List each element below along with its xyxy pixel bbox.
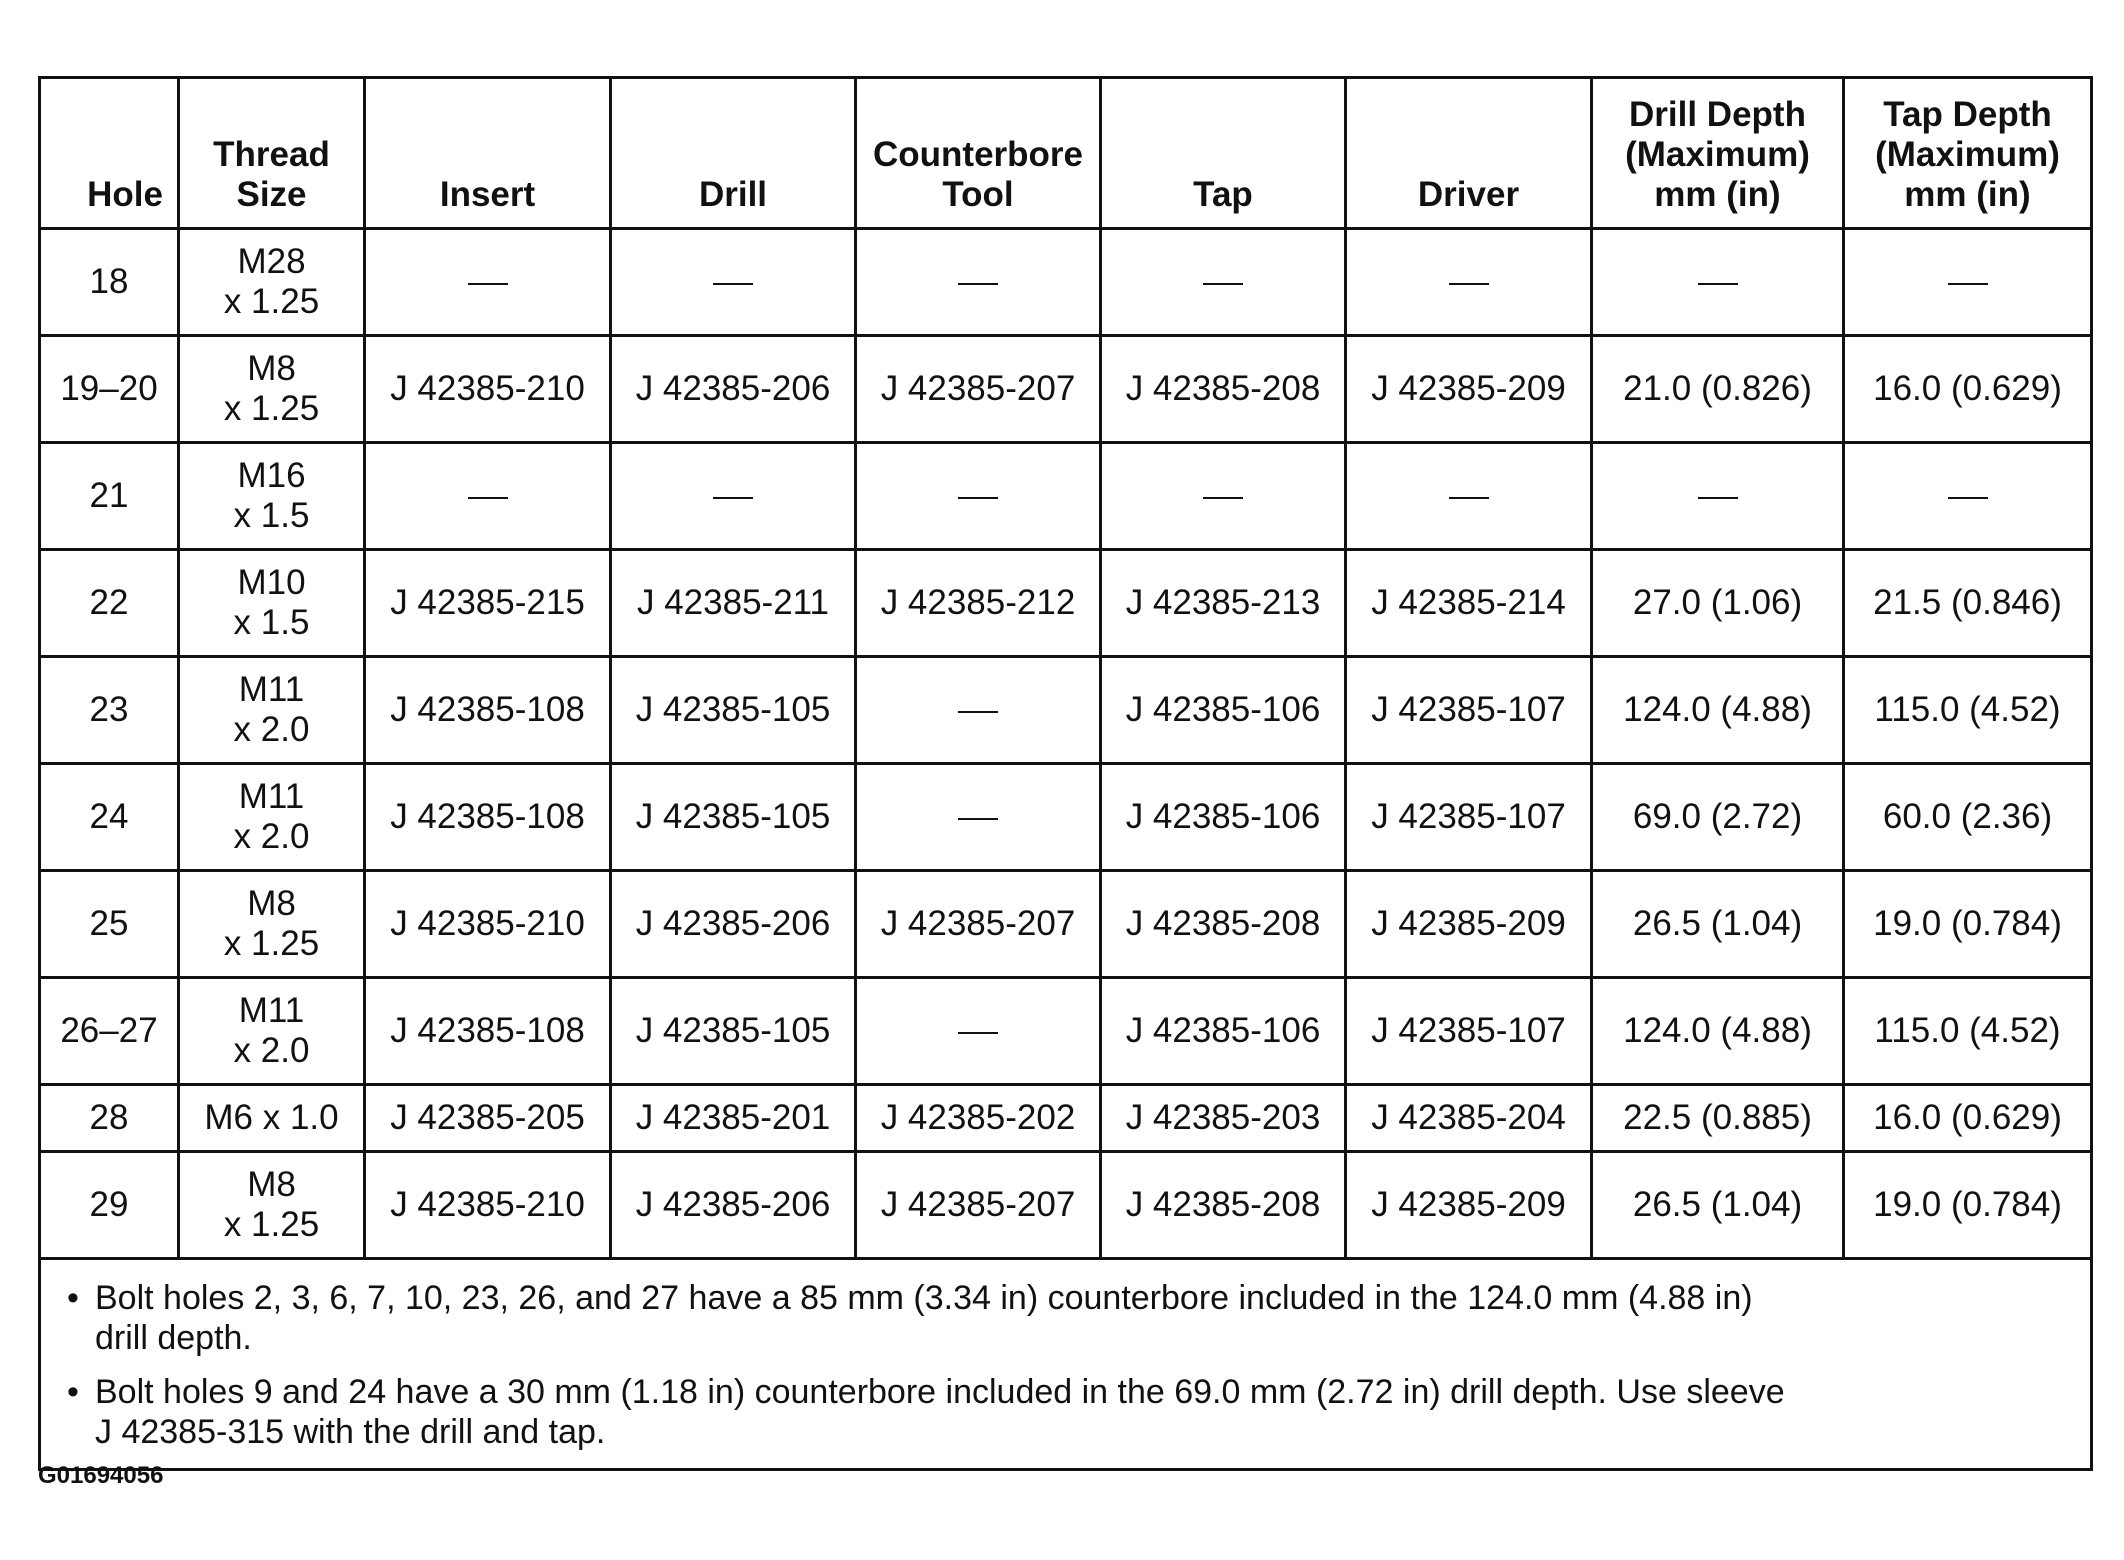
cell-thread: [179, 871, 365, 978]
cell-drill-depth: 124.0 (4.88): [1592, 978, 1844, 1085]
text-line: M10: [237, 563, 306, 602]
cell-insert: J 42385-210: [365, 871, 611, 978]
text-line: Counterbore: [873, 135, 1083, 174]
notes-cell: [40, 1259, 2092, 1470]
text-line: Hole: [87, 175, 163, 214]
empty-dash: [1449, 497, 1489, 499]
text-line: x 2.0: [233, 710, 310, 749]
cell-drill-depth: 26.5 (1.04): [1592, 871, 1844, 978]
cell-drill-depth: 124.0 (4.88): [1592, 657, 1844, 764]
cell-driver: J 42385-209: [1346, 1152, 1592, 1259]
text-line: x 1.25: [223, 389, 320, 428]
text-line: M11: [238, 991, 305, 1030]
cell-counterbore: [856, 978, 1101, 1085]
cell-tap-depth: 115.0 (4.52): [1844, 657, 2092, 764]
cell-tap: J 42385-213: [1101, 550, 1346, 657]
cell-tap-depth: 16.0 (0.629): [1844, 1085, 2092, 1152]
text-line: x 1.25: [223, 924, 320, 963]
text-line: M8: [247, 349, 296, 388]
cell-counterbore: [856, 229, 1101, 336]
text-line: M8: [247, 1165, 296, 1204]
cell-driver: J 42385-209: [1346, 336, 1592, 443]
note-item: [67, 1278, 2070, 1358]
text-line: Driver: [1417, 175, 1520, 214]
cell-drill-depth: 22.5 (0.885): [1592, 1085, 1844, 1152]
figure-id: G01694056: [38, 1462, 164, 1489]
cell-thread: [179, 550, 365, 657]
empty-dash: [1449, 283, 1489, 285]
cell-hole: 29: [40, 1152, 179, 1259]
cell-insert: J 42385-108: [365, 764, 611, 871]
cell-insert: J 42385-210: [365, 1152, 611, 1259]
table-row: [40, 871, 2092, 978]
text-line: M6 x 1.0: [204, 1098, 339, 1137]
bullet-icon: •: [67, 1373, 79, 1411]
text-line: x 2.0: [233, 1031, 310, 1070]
table-row: [40, 764, 2092, 871]
cell-drill: J 42385-105: [611, 978, 856, 1085]
cell-driver: J 42385-214: [1346, 550, 1592, 657]
cell-drill-depth: 21.0 (0.826): [1592, 336, 1844, 443]
cell-thread: [179, 764, 365, 871]
text-line: Drill Depth: [1629, 95, 1806, 134]
cell-drill-depth: 26.5 (1.04): [1592, 1152, 1844, 1259]
cell-tap-depth: 19.0 (0.784): [1844, 871, 2092, 978]
column-header-tap: [1101, 78, 1346, 229]
cell-insert: J 42385-215: [365, 550, 611, 657]
empty-dash: [958, 1032, 998, 1034]
cell-thread: [179, 1085, 365, 1152]
column-header-thread-size: [179, 78, 365, 229]
cell-counterbore: J 42385-207: [856, 871, 1101, 978]
cell-driver: J 42385-204: [1346, 1085, 1592, 1152]
empty-dash: [1698, 497, 1738, 499]
cell-drill-depth: [1592, 229, 1844, 336]
cell-counterbore: J 42385-202: [856, 1085, 1101, 1152]
column-header-drill: [611, 78, 856, 229]
cell-tap: J 42385-208: [1101, 1152, 1346, 1259]
cell-hole: 28: [40, 1085, 179, 1152]
cell-thread: [179, 336, 365, 443]
cell-insert: J 42385-108: [365, 657, 611, 764]
text-line: (Maximum): [1625, 135, 1810, 174]
cell-drill: [611, 229, 856, 336]
cell-counterbore: J 42385-207: [856, 1152, 1101, 1259]
empty-dash: [1698, 283, 1738, 285]
empty-dash: [1203, 283, 1243, 285]
column-header-tap-depth: [1844, 78, 2092, 229]
cell-counterbore: J 42385-212: [856, 550, 1101, 657]
text-line: M11: [238, 670, 305, 709]
text-line: Size: [236, 175, 307, 214]
cell-thread: [179, 657, 365, 764]
cell-counterbore: [856, 657, 1101, 764]
column-header-driver: [1346, 78, 1592, 229]
text-line: Bolt holes 9 and 24 have a 30 mm (1.18 in) counterbore included in the 69.0 mm (2.72 in) drill depth. Use sleeve: [95, 1373, 1785, 1411]
cell-tap-depth: [1844, 229, 2092, 336]
text-line: mm (in): [1654, 175, 1781, 214]
text-line: Tap Depth: [1883, 95, 2052, 134]
notes-row: [40, 1259, 2092, 1470]
cell-hole: 25: [40, 871, 179, 978]
cell-hole: 19–20: [40, 336, 179, 443]
table-row: [40, 657, 2092, 764]
cell-thread: [179, 978, 365, 1085]
table-row: [40, 1085, 2092, 1152]
cell-tap-depth: 16.0 (0.629): [1844, 336, 2092, 443]
cell-tap-depth: 19.0 (0.784): [1844, 1152, 2092, 1259]
cell-tap-depth: 21.5 (0.846): [1844, 550, 2092, 657]
empty-dash: [713, 283, 753, 285]
cell-tap-depth: 60.0 (2.36): [1844, 764, 2092, 871]
table-row: [40, 336, 2092, 443]
text-line: drill depth.: [95, 1319, 252, 1357]
empty-dash: [958, 711, 998, 713]
empty-dash: [1203, 497, 1243, 499]
cell-drill-depth: 27.0 (1.06): [1592, 550, 1844, 657]
cell-drill: J 42385-105: [611, 764, 856, 871]
cell-counterbore: [856, 764, 1101, 871]
table-row: [40, 443, 2092, 550]
cell-insert: [365, 443, 611, 550]
cell-tap-depth: [1844, 443, 2092, 550]
cell-drill: [611, 443, 856, 550]
table-row: [40, 1152, 2092, 1259]
cell-hole: 26–27: [40, 978, 179, 1085]
cell-driver: [1346, 229, 1592, 336]
text-line: M11: [238, 777, 305, 816]
text-line: J 42385-315 with the drill and tap.: [95, 1413, 606, 1451]
cell-tap: J 42385-208: [1101, 871, 1346, 978]
cell-hole: 22: [40, 550, 179, 657]
column-header-insert: [365, 78, 611, 229]
cell-tap: [1101, 229, 1346, 336]
thread-repair-table: [38, 76, 2093, 1471]
cell-driver: J 42385-209: [1346, 871, 1592, 978]
cell-drill: J 42385-206: [611, 1152, 856, 1259]
cell-drill: J 42385-105: [611, 657, 856, 764]
bullet-icon: •: [67, 1279, 79, 1317]
text-line: Drill: [698, 175, 768, 214]
column-header-counterbore-tool: [856, 78, 1101, 229]
empty-dash: [713, 497, 753, 499]
cell-driver: [1346, 443, 1592, 550]
cell-insert: J 42385-210: [365, 336, 611, 443]
empty-dash: [468, 497, 508, 499]
cell-insert: J 42385-108: [365, 978, 611, 1085]
empty-dash: [958, 497, 998, 499]
text-line: x 1.5: [233, 496, 310, 535]
text-line: Insert: [439, 175, 536, 214]
cell-drill: J 42385-211: [611, 550, 856, 657]
text-line: Tap: [1193, 175, 1253, 214]
cell-driver: J 42385-107: [1346, 657, 1592, 764]
cell-tap: J 42385-203: [1101, 1085, 1346, 1152]
cell-tap: J 42385-106: [1101, 657, 1346, 764]
cell-hole: 21: [40, 443, 179, 550]
cell-hole: 23: [40, 657, 179, 764]
cell-tap: J 42385-106: [1101, 978, 1346, 1085]
table-row: [40, 978, 2092, 1085]
text-line: Tool: [942, 175, 1014, 214]
cell-thread: [179, 1152, 365, 1259]
text-line: M28: [237, 242, 306, 281]
text-line: (Maximum): [1875, 135, 2060, 174]
cell-drill: J 42385-206: [611, 336, 856, 443]
cell-driver: J 42385-107: [1346, 978, 1592, 1085]
cell-tap: [1101, 443, 1346, 550]
empty-dash: [1948, 283, 1988, 285]
cell-tap: J 42385-106: [1101, 764, 1346, 871]
note-item: [67, 1372, 2070, 1452]
table-row: [40, 550, 2092, 657]
empty-dash: [468, 283, 508, 285]
text-line: x 2.0: [233, 817, 310, 856]
table-row: [40, 229, 2092, 336]
text-line: mm (in): [1904, 175, 2031, 214]
empty-dash: [958, 818, 998, 820]
table-body: [40, 229, 2092, 1259]
text-line: x 1.25: [223, 1205, 320, 1244]
cell-tap: J 42385-208: [1101, 336, 1346, 443]
text-line: Thread: [213, 135, 330, 174]
cell-hole: 18: [40, 229, 179, 336]
cell-insert: [365, 229, 611, 336]
cell-counterbore: J 42385-207: [856, 336, 1101, 443]
cell-thread: [179, 229, 365, 336]
cell-drill-depth: 69.0 (2.72): [1592, 764, 1844, 871]
cell-thread: [179, 443, 365, 550]
cell-drill: J 42385-201: [611, 1085, 856, 1152]
text-line: M16: [237, 456, 306, 495]
text-line: M8: [247, 884, 296, 923]
cell-counterbore: [856, 443, 1101, 550]
empty-dash: [1948, 497, 1988, 499]
cell-drill: J 42385-206: [611, 871, 856, 978]
text-line: x 1.5: [233, 603, 310, 642]
header-row: [40, 78, 2092, 229]
cell-hole: 24: [40, 764, 179, 871]
text-line: Bolt holes 2, 3, 6, 7, 10, 23, 26, and 27 have a 85 mm (3.34 in) counterbore included in the 124.0 mm (4.88 in): [95, 1279, 1753, 1317]
spec-sheet: [38, 76, 2090, 1471]
cell-insert: J 42385-205: [365, 1085, 611, 1152]
cell-drill-depth: [1592, 443, 1844, 550]
text-line: x 1.25: [223, 282, 320, 321]
empty-dash: [958, 283, 998, 285]
column-header-hole: [40, 78, 179, 229]
column-header-drill-depth: [1592, 78, 1844, 229]
cell-tap-depth: 115.0 (4.52): [1844, 978, 2092, 1085]
cell-driver: J 42385-107: [1346, 764, 1592, 871]
